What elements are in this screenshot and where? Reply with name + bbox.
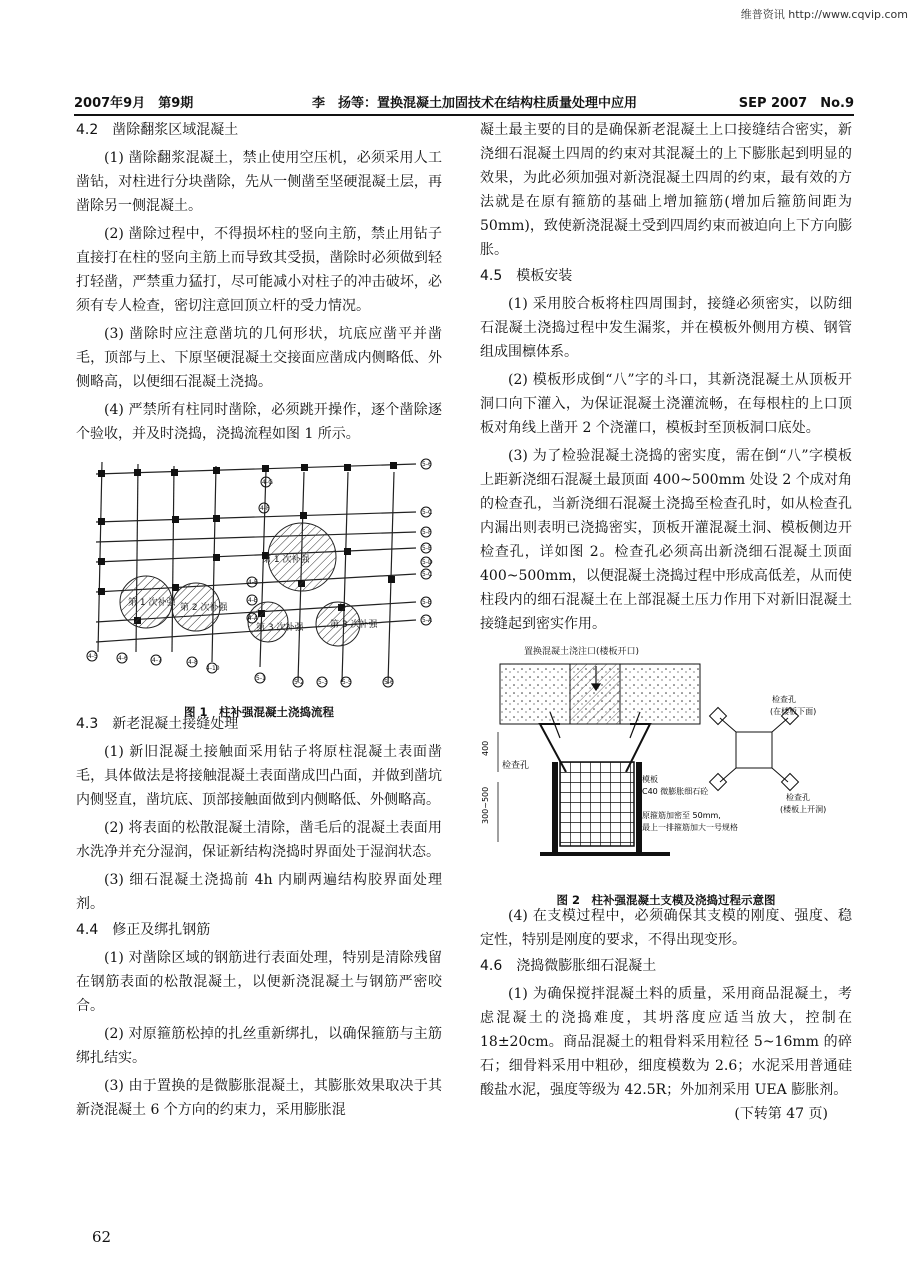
paragraph: (1) 对凿除区域的钢筋进行表面处理，特别是清除残留在钢筋表面的松散混凝土，以便新浇混凝土与钢筋严密咬合。 [76,950,442,1014]
zone-label: 第 2 次补强 [180,603,228,613]
zone-label: 第 1 次补强 [262,555,310,565]
paragraph: (4) 在支模过程中，必须确保其支模的刚度、强度、稳定性，特别是刚度的要求，不得出现变形。 [480,908,852,948]
fig2-label: 模板 [642,775,658,784]
fig2-label: 检查孔 [786,793,810,802]
svg-text:5-F: 5-F [422,529,432,536]
fig2-label: 原箍筋加密至 50mm, [642,811,721,820]
paragraph: (4) 严禁所有柱同时凿除，必须跳开操作，逐个凿除逐个验收，并及时浇捣，浇捣流程如图 1 所示。 [76,402,442,442]
svg-text:5-6: 5-6 [422,461,432,468]
running-header [74,90,854,116]
watermark: 维普资讯 http://www.cqvip.com [740,8,908,21]
svg-text:5-E: 5-E [422,545,432,552]
grid-lines [96,462,416,684]
fig2-label: 检查孔 [772,695,796,704]
paragraph: (2) 模板形成倒“八”字的斗口，其新浇混凝土从顶板开洞口向下灌入，为保证混凝土浇灌流畅，在每根柱的上口顶板对角线上凿开 2 个浇灌口，模板封至顶板洞口底处。 [480,372,852,436]
zone-label: 第 1 次补强 [128,598,176,608]
section-heading: 4.4 修正及绑扎钢筋 [76,922,211,938]
svg-text:4-A: 4-A [248,615,258,622]
rebar-cage [560,762,634,846]
paragraph: (3) 由于置换的是微膨胀混凝土，其膨胀效果取决于其新浇混凝土 6 个方向的约束力，采用膨胀混 [76,1078,442,1118]
fig2-label: 检查孔 [502,761,530,771]
paragraph: (2) 对原箍筋松掉的扎丝重新绑扎，以确保箍筋与主筋绑扎结实。 [76,1026,442,1066]
paragraph: (1) 凿除翻浆混凝土，禁止使用空压机，必须采用人工凿钻，对柱进行分块凿除，先从一侧凿至坚硬混凝土层，再凿除另一侧混凝土。 [76,150,442,214]
paragraph: (3) 细石混凝土浇捣前 4h 内刷两遍结构胶界面处理剂。 [76,872,442,912]
figure-2-drawing [480,642,852,878]
svg-text:5-6: 5-6 [384,679,394,686]
section-heading: 4.6 浇捣微膨胀细石混凝土 [480,958,657,974]
plan-view [710,708,799,791]
svg-text:4-B: 4-B [248,597,258,604]
paragraph: 凝土最主要的目的是确保新老混凝土上口接缝结合密实，新浇细石混凝土四周的约束对其混凝土的上下膨胀起到明显的效果，为此必须加强对新浇混凝土四周的约束，最有效的方法就是在原有箍筋的基础上增加箍筋(增加后箍筋间距为 50mm)，致使新浇混凝土受到四周约束而被迫向上下方向膨胀。 [480,122,852,258]
paragraph: (2) 将表面的松散混凝土清除，凿毛后的混凝土表面用水洗净并充分湿润，保证新结构浇捣时界面处于湿润状态。 [76,820,442,860]
axis-bubbles-right [421,459,433,625]
svg-text:4-E: 4-E [248,579,258,586]
paragraph: (1) 新旧混凝土接触面采用钻子将原柱混凝土表面凿毛，具体做法是将接触混凝土表面凿成凹凸面，并做到凿坑内侧竖直，凿坑底、顶部接触面做到内侧略低、外侧略高。 [76,744,442,808]
fig2-top-label: 置换混凝土浇注口(楼板开口) [524,647,640,657]
zone-label: 第 3 次补强 [330,620,378,630]
continuation-note: (下转第 47 页) [734,1106,828,1122]
svg-text:5-A: 5-A [422,617,432,624]
fig2-label: (楼板上开洞) [780,805,827,814]
svg-text:4-10: 4-10 [206,665,220,672]
column-upper [570,664,620,724]
fig2-dim: 300~500 [481,786,490,824]
svg-text:4-8: 4-8 [188,659,198,666]
figure-1-caption: 图 1 柱补强混凝土浇捣流程 [183,705,334,719]
svg-text:5-C: 5-C [422,509,433,516]
svg-text:5-C: 5-C [422,571,433,578]
section-heading: 4.2 凿除翻浆区域混凝土 [76,122,239,138]
fig2-label: (在楼板下面) [770,707,817,716]
svg-text:5-1: 5-1 [256,675,266,682]
section-heading: 4.3 新老混凝土接缝处理 [76,716,239,732]
page-number: 62 [92,1228,112,1246]
svg-text:4-7: 4-7 [152,657,162,664]
fig2-label: C40 微膨胀细石砼 [642,787,709,796]
zone-label: 第 3 次补强 [256,623,304,633]
header-date: 2007年9月 第9期 [74,96,194,111]
svg-text:5-5: 5-5 [342,679,352,686]
paragraph: (3) 为了检验混凝土浇捣的密实度，需在倒“八”字模板上距新浇细石混凝土最顶面 400~500mm 处设 2 个成对角的检查孔，当新浇细石混凝土浇捣至检查孔时，如从检查孔内漏出则表明已浇捣密实，顶板开灌混凝土洞、模板侧边开检查孔，详如图 2。检查孔必须高出新浇细石混凝土顶面 400~500mm，以便混凝土浇捣过程中形成高低差，从而使柱段内的细石混凝土在上部混凝土压力作用下对新旧混凝土接缝起到密实作用。 [480,448,852,632]
paragraph: (2) 凿除过程中，不得损坏柱的竖向主筋，禁止用钻子直接打在柱的竖向主筋上而导致其受损，凿除时必须做到轻打轻凿，严禁重力猛打，尽可能减小对柱子的冲击破坏，必须有专人检查，密切注意回顶立杆的受力情况。 [76,226,442,314]
svg-text:5-D: 5-D [422,559,433,566]
figure-2-caption: 图 2 柱补强混凝土支模及浇捣过程示意图 [556,893,776,907]
svg-text:4-6: 4-6 [118,655,128,662]
svg-text:4-5: 4-5 [88,653,98,660]
svg-text:4-F: 4-F [260,505,270,512]
header-issue: SEP 2007 No.9 [738,96,854,111]
paragraph: (3) 凿除时应注意凿坑的几何形状，坑底应凿平并凿毛，顶部与上、下原坚硬混凝土交接面应凿成内侧略低、外侧略高，以便细石混凝土浇捣。 [76,326,442,390]
axis-bubbles-bottom [87,651,394,687]
figure-2 [480,642,852,907]
left-column [76,118,442,1122]
fig2-dim: 400 [481,740,490,756]
figure-1-drawing [76,452,442,690]
svg-text:5-B: 5-B [422,599,432,606]
paragraph: (1) 为确保搅拌混凝土料的质量，采用商品混凝土，考虑混凝土的浇捣难度，其坍落度应适当放大，控制在 18±20cm。商品混凝土的粗骨料采用粒径 5~16mm 的碎石；细骨料采用中粗砂，细度模数为 2.6；水泥采用普通硅酸盐水泥，强度等级为 42.5R；外加剂采用 UEA 膨胀剂。 [480,986,852,1098]
paragraph: (1) 采用胶合板将柱四周围封，接缝必须密实，以防细石混凝土浇捣过程中发生漏浆，并在模板外侧用方模、钢管组成围檩体系。 [480,296,852,360]
right-column [480,118,852,1126]
fig2-label: 最上一排箍筋加大一号规格 [642,823,738,832]
figure-1 [76,452,442,719]
section-heading: 4.5 模板安装 [480,268,573,284]
svg-text:5-2: 5-2 [294,679,304,686]
svg-text:4-G: 4-G [262,479,273,486]
header-title: 李 扬等：置换混凝土加固技术在结构柱质量处理中应用 [312,96,638,111]
svg-text:5-3: 5-3 [318,679,328,686]
